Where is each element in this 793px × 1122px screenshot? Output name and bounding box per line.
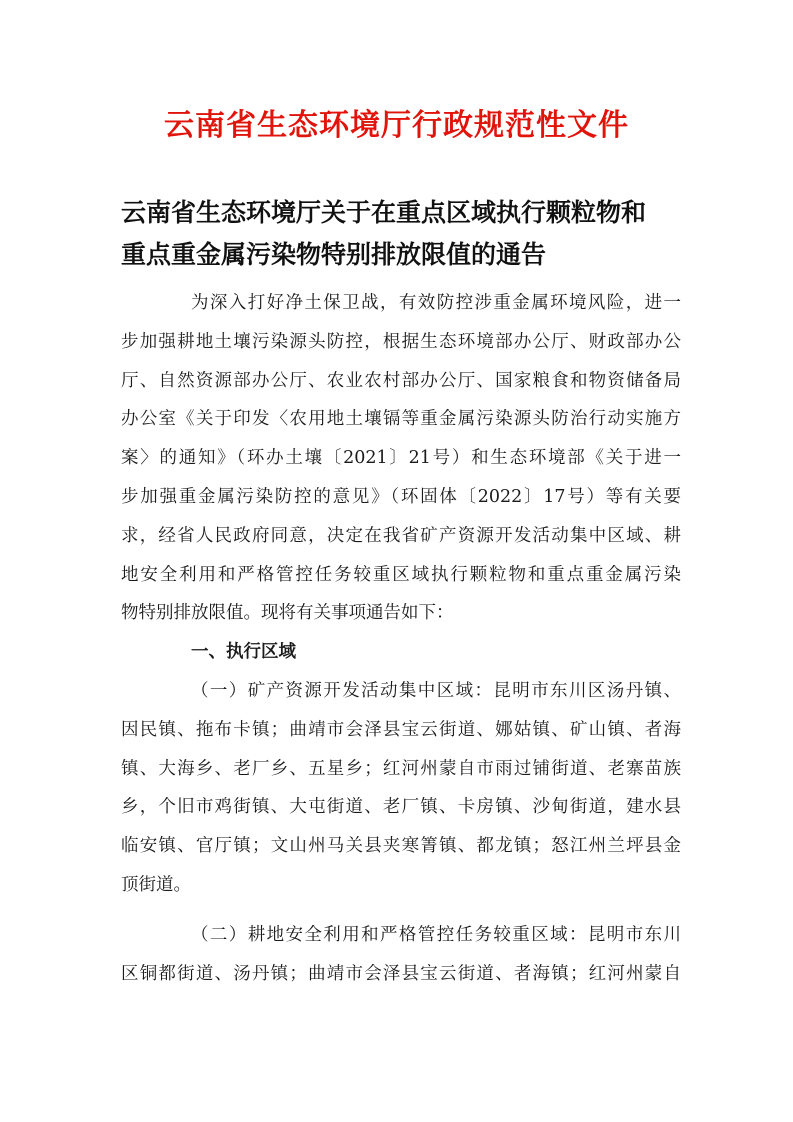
notice-title-line: 重点重金属污染物特别排放限值的通告	[121, 240, 547, 269]
paragraph-line: 步加强重金属污染防控的意见》（环固体〔2022〕17号）等有关要	[121, 486, 681, 507]
paragraph-line: 顶街道。	[121, 874, 191, 895]
notice-body	[121, 284, 681, 993]
paragraph-line: （一）矿产资源开发活动集中区域：昆明市东川区汤丹镇、	[191, 680, 681, 701]
paragraph-line: 求，经省人民政府同意，决定在我省矿产资源开发活动集中区域、耕	[121, 525, 681, 546]
document-header-title: 云南省生态环境厅行政规范性文件	[164, 108, 629, 143]
item-one-paragraph	[121, 672, 681, 905]
notice-title	[121, 192, 681, 276]
paragraph-line: 步加强耕地土壤污染源头防控，根据生态环境部办公厅、财政部办公	[121, 331, 681, 352]
section-heading: 一、执行区域	[191, 642, 296, 663]
paragraph-line: 案〉的通知》（环办土壤〔2021〕21号）和生态环境部《关于进一	[121, 448, 681, 469]
paragraph-line: 物特别排放限值。现将有关事项通告如下：	[121, 603, 454, 624]
intro-paragraph	[121, 284, 681, 633]
paragraph-line: 乡，个旧市鸡街镇、大屯街道、老厂镇、卡房镇、沙甸街道，建水县	[121, 797, 681, 818]
paragraph-line: 为深入打好净土保卫战，有效防控涉重金属环境风险，进一	[191, 293, 681, 313]
paragraph-spacer	[121, 905, 681, 916]
paragraph-line: 因民镇、拖布卡镇；曲靖市会泽县宝云街道、娜姑镇、矿山镇、者海	[121, 719, 681, 740]
paragraph-line: 区铜都街道、汤丹镇；曲靖市会泽县宝云街道、者海镇；红河州蒙自	[121, 963, 681, 984]
paragraph-line: 镇、大海乡、老厂乡、五星乡；红河州蒙自市雨过铺街道、老寨苗族	[121, 758, 681, 779]
paragraph-line: 地安全利用和严格管控任务较重区域执行颗粒物和重点重金属污染	[121, 564, 681, 585]
item-two-paragraph	[121, 916, 681, 994]
paragraph-line: 厅、自然资源部办公厅、农业农村部办公厅、国家粮食和物资储备局	[121, 370, 681, 391]
paragraph-line: 办公室《关于印发〈农用地土壤镉等重金属污染源头防治行动实施方	[121, 409, 681, 430]
paragraph-line: （二）耕地安全利用和严格管控任务较重区域：昆明市东川	[191, 924, 681, 945]
paragraph-line: 临安镇、官厅镇；文山州马关县夹寒箐镇、都龙镇；怒江州兰坪县金	[121, 836, 681, 857]
notice-title-line: 云南省生态环境厅关于在重点区域执行颗粒物和	[121, 198, 647, 227]
